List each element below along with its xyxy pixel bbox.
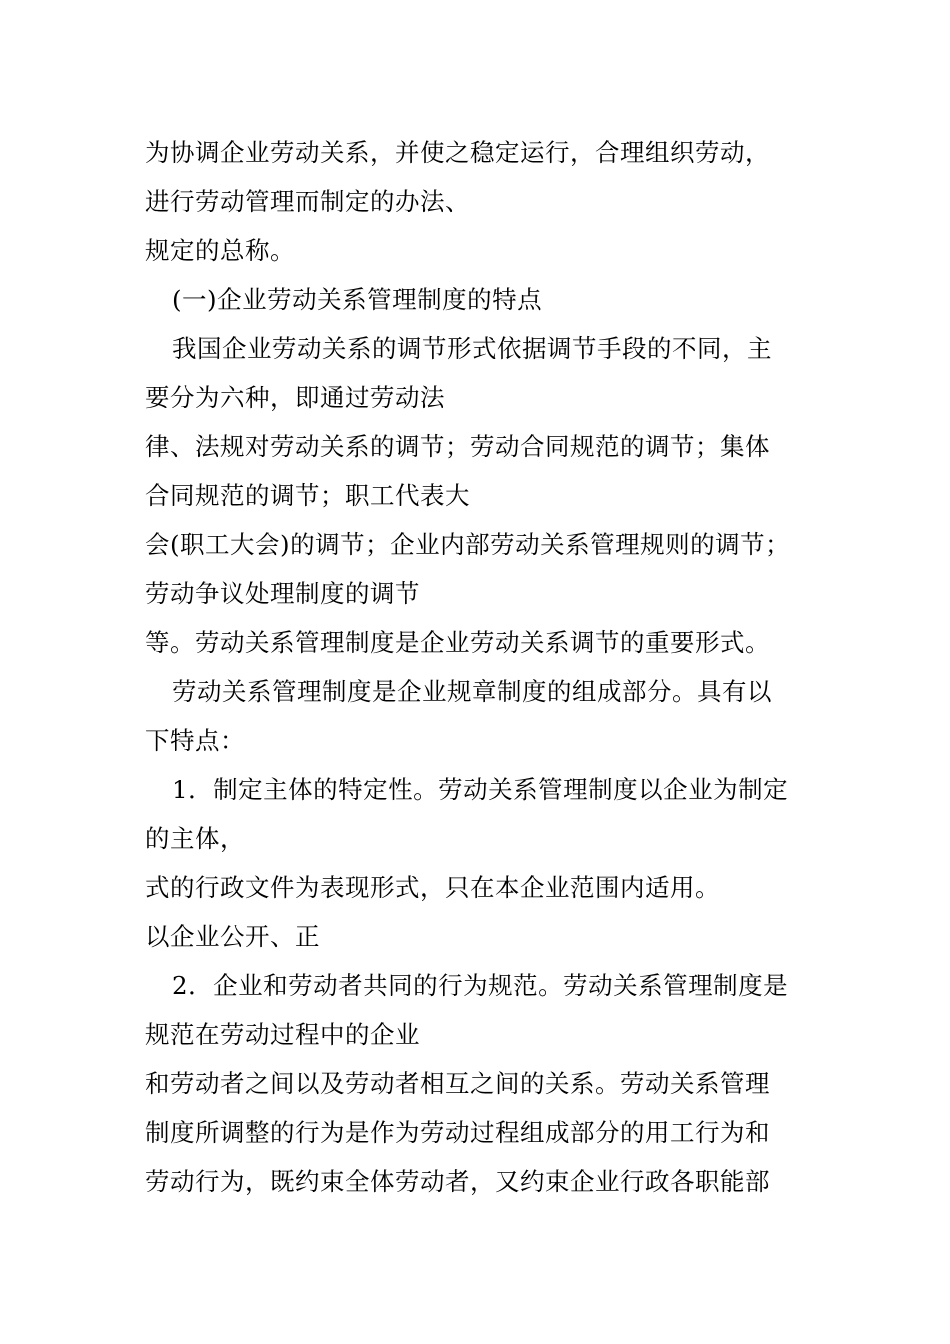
text-line: 要分为六种，即通过劳动法 bbox=[145, 383, 445, 412]
text-line: 式的行政文件为表现形式，只在本企业范围内适用。 bbox=[145, 873, 720, 902]
text-line: 会(职工大会)的调节；企业内部劳动关系管理规则的调节； bbox=[145, 530, 791, 559]
text-line: 等。劳动关系管理制度是企业劳动关系调节的重要形式。 bbox=[145, 628, 770, 657]
text-line: 制度所调整的行为是作为劳动过程组成部分的用工行为和 bbox=[145, 1118, 770, 1147]
text-line: 进行劳动管理而制定的办法、 bbox=[145, 187, 470, 216]
text-line: 劳动关系管理制度是企业规章制度的组成部分。具有以 bbox=[172, 677, 772, 706]
text-line: 为协调企业劳动关系，并使之稳定运行，合理组织劳动， bbox=[145, 138, 770, 167]
list-item: 2．企业和劳动者共同的行为规范。劳动关系管理制度是 bbox=[172, 971, 789, 1000]
document-body bbox=[145, 128, 825, 1206]
text-line: 劳动争议处理制度的调节 bbox=[145, 579, 420, 608]
text-line: 律、法规对劳动关系的调节；劳动合同规范的调节；集体 bbox=[145, 432, 770, 461]
section-heading: (一)企业劳动关系管理制度的特点 bbox=[172, 285, 543, 314]
text-line: 的主体， bbox=[145, 824, 245, 853]
text-line: 合同规范的调节；职工代表大 bbox=[145, 481, 470, 510]
text-line: 我国企业劳动关系的调节形式依据调节手段的不同，主 bbox=[172, 334, 772, 363]
text-line: 下特点： bbox=[145, 726, 245, 755]
text-line: 劳动行为，既约束全体劳动者，又约束企业行政各职能部 bbox=[145, 1167, 770, 1196]
list-item: 1．制定主体的特定性。劳动关系管理制度以企业为制定 bbox=[172, 775, 789, 804]
text-line: 和劳动者之间以及劳动者相互之间的关系。劳动关系管理 bbox=[145, 1069, 770, 1098]
text-line: 规定的总称。 bbox=[145, 236, 295, 265]
text-line: 以企业公开、正 bbox=[145, 922, 320, 951]
text-line: 规范在劳动过程中的企业 bbox=[145, 1020, 420, 1049]
